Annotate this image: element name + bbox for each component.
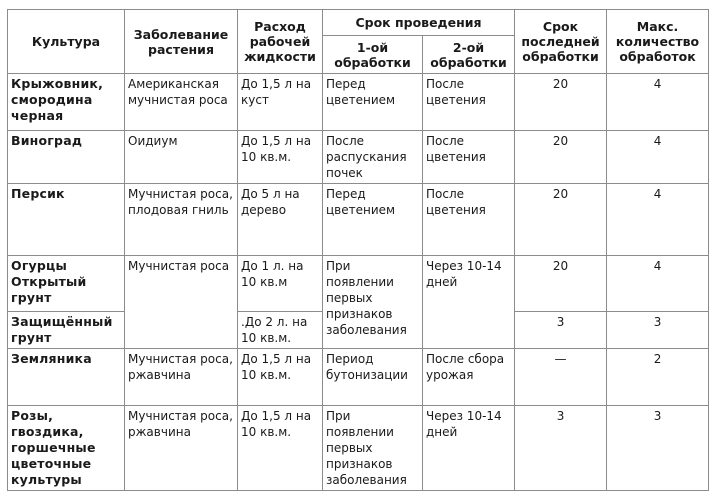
second-treatment-cell: После цветения [423, 184, 515, 256]
first-treatment-cell: После распускания почек [323, 131, 423, 184]
table-row [8, 256, 709, 312]
max-count-cell: 2 [607, 349, 709, 406]
max-count-cell: 4 [607, 256, 709, 312]
table-row [8, 131, 709, 184]
last-term-cell: 20 [515, 256, 607, 312]
rate-cell: До 1,5 л на 10 кв.м. [238, 406, 323, 491]
disease-cell: Мучнистая роса, ржавчина [125, 349, 238, 406]
header-second-treatment: 2-ой обработки [423, 36, 515, 74]
treatment-table [7, 9, 709, 491]
second-treatment-cell: Через 10-14 дней [423, 256, 515, 349]
second-treatment-cell: После сбора урожая [423, 349, 515, 406]
crop-cell: Земляника [8, 349, 125, 406]
table-row [8, 74, 709, 131]
first-treatment-cell: Перед цветением [323, 74, 423, 131]
max-count-cell: 3 [607, 312, 709, 349]
first-treatment-cell: Период бутонизации [323, 349, 423, 406]
max-count-cell: 4 [607, 131, 709, 184]
header-disease: Заболевание растения [125, 10, 238, 74]
disease-cell: Мучнистая роса, плодовая гниль [125, 184, 238, 256]
last-term-cell: 3 [515, 406, 607, 491]
header-first-treatment: 1-ой обработки [323, 36, 423, 74]
rate-cell: До 1,5 л на куст [238, 74, 323, 131]
crop-cell: Виноград [8, 131, 125, 184]
last-term-cell: 20 [515, 131, 607, 184]
header-culture: Культура [8, 10, 125, 74]
rate-cell: До 1 л. на 10 кв.м [238, 256, 323, 312]
second-treatment-cell: После цветения [423, 131, 515, 184]
crop-cell: Защищённый грунт [8, 312, 125, 349]
crop-cell: Персик [8, 184, 125, 256]
disease-cell: Оидиум [125, 131, 238, 184]
table-row [8, 406, 709, 491]
header-last-term: Срок последней обработки [515, 10, 607, 74]
second-treatment-cell: После цветения [423, 74, 515, 131]
second-treatment-cell: Через 10-14 дней [423, 406, 515, 491]
last-term-cell: 20 [515, 184, 607, 256]
header-period: Срок проведения [323, 10, 515, 36]
crop-cell: Крыжовник, смородина черная [8, 74, 125, 131]
crop-cell: Розы, гвоздика, горшечные цветочные культуры [8, 406, 125, 491]
disease-cell: Американская мучнистая роса [125, 74, 238, 131]
header-max-count: Макс. количество обработок [607, 10, 709, 74]
first-treatment-cell: При появлении первых признаков заболевания [323, 406, 423, 491]
first-treatment-cell: При появлении первых признаков заболевания [323, 256, 423, 349]
header-rate: Расход рабочей жидкости [238, 10, 323, 74]
last-term-cell: 3 [515, 312, 607, 349]
max-count-cell: 4 [607, 184, 709, 256]
rate-cell: До 5 л на дерево [238, 184, 323, 256]
max-count-cell: 3 [607, 406, 709, 491]
disease-cell: Мучнистая роса, ржавчина [125, 406, 238, 491]
rate-cell: До 1,5 л на 10 кв.м. [238, 349, 323, 406]
last-term-cell: — [515, 349, 607, 406]
table-row [8, 184, 709, 256]
table-row [8, 349, 709, 406]
rate-cell: .До 2 л. на 10 кв.м. [238, 312, 323, 349]
crop-cell: Огурцы Открытый грунт [8, 256, 125, 312]
disease-cell: Мучнистая роса [125, 256, 238, 349]
first-treatment-cell: Перед цветением [323, 184, 423, 256]
last-term-cell: 20 [515, 74, 607, 131]
max-count-cell: 4 [607, 74, 709, 131]
rate-cell: До 1,5 л на 10 кв.м. [238, 131, 323, 184]
